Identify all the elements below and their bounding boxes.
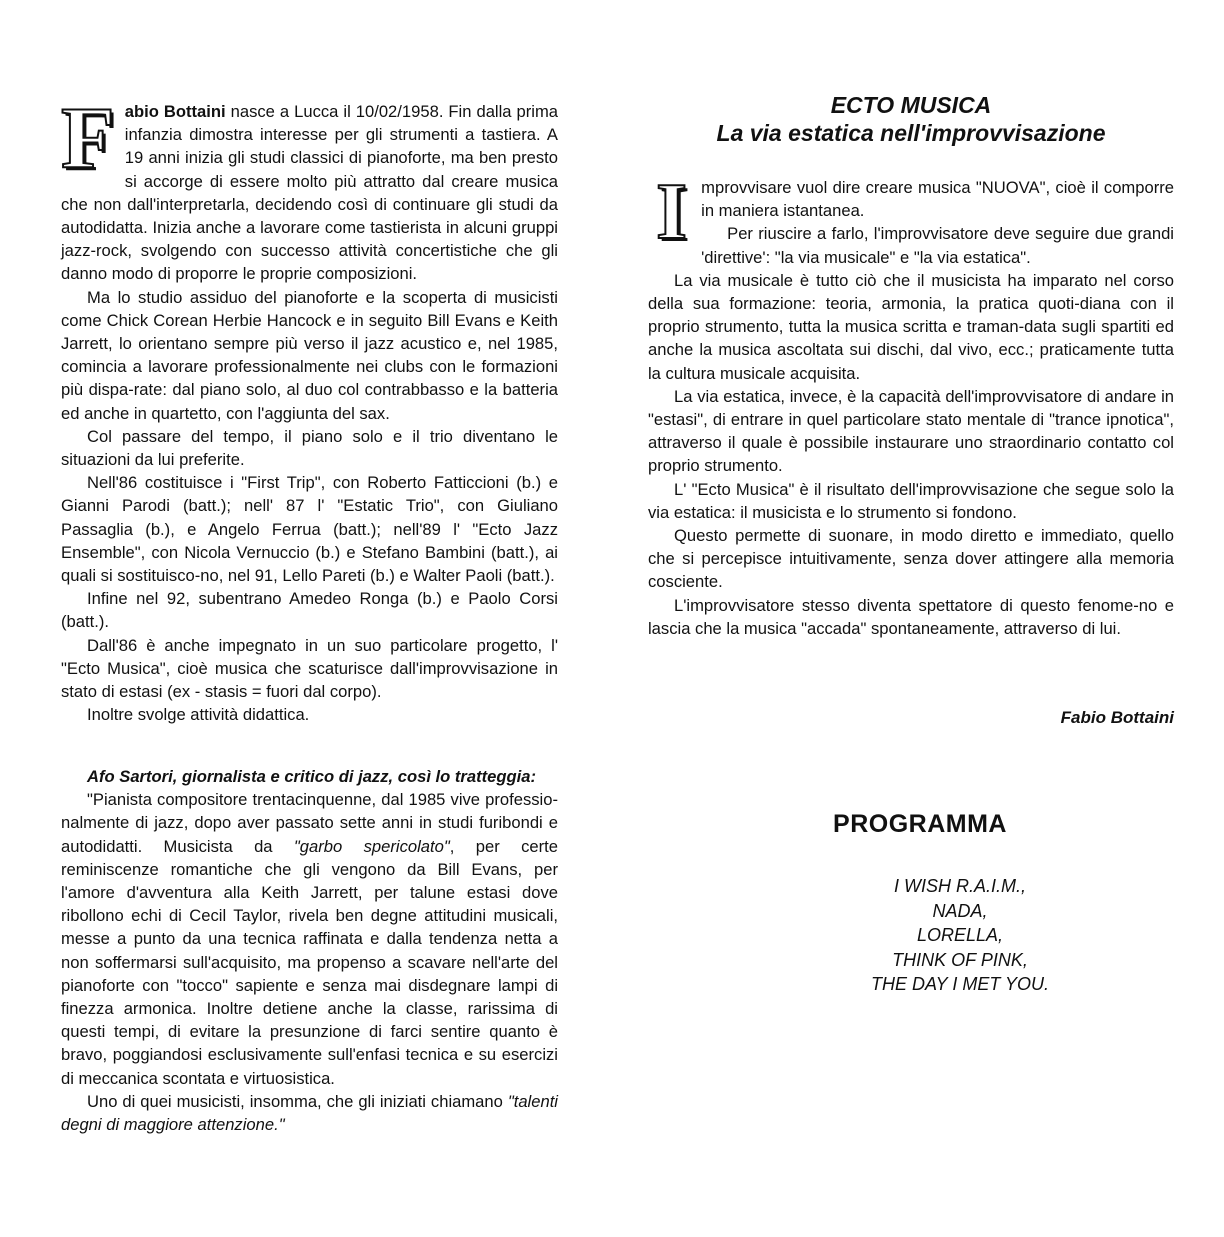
drop-cap-f: F bbox=[61, 90, 115, 187]
bio-paragraph-1-text: nasce a Lucca il 10/02/1958. Fin dalla prima infanzia dimostra interesse per gli strumenti a tastiera. A 19 anni inizia gli studi classici di pianoforte, ma ben presto si accorge di essere molto più attratto dal creare musica che non dall'interpretarla, decidendo così di continuare gli studi da autodidatta. Inizia anche a lavorare come tastierista in alcuni gruppi jazz-rock, svolgendo con successo attività concertistiche che gli danno modo di proporre le proprie composizioni. bbox=[61, 102, 559, 284]
review-paragraph-1 bbox=[61, 788, 558, 1090]
bio-paragraph-6: Dall'86 è anche impegnato in un suo particolare progetto, l' "Ecto Musica", cioè musica che scaturisce dall'improvvisazione in stato di estasi (ex - stasis = fuori dal corpo). bbox=[61, 635, 558, 702]
programma-title: PROGRAMMA bbox=[833, 810, 1007, 838]
ecto-paragraph-3: La via musicale è tutto ciò che il musicista ha imparato nel corso della sua formazione: teoria, armonia, la pratica quoti-diana con il proprio strumento, tutta la musica scritta e traman-data sugli spartiti ed anche la musica ascoltata sui dischi, dal vivo, ecc.; praticamente tutta la cultura musicale acquisita. bbox=[648, 270, 1174, 383]
review-section bbox=[61, 765, 558, 1136]
bio-name: abio Bottaini bbox=[124, 102, 226, 121]
ecto-paragraph-5: L' "Ecto Musica" è il risultato dell'improvvisazione che segue solo la via estatica: il musicista e lo strumento si fondono. bbox=[648, 479, 1174, 522]
ecto-title: ECTO MUSICA bbox=[830, 92, 992, 118]
bio-paragraph-7: Inoltre svolge attività didattica. bbox=[87, 705, 310, 725]
track-item: I WISH R.A.I.M., bbox=[893, 876, 1026, 896]
review-text-1: "Pianista compositore trentacinquenne, dal 1985 vive professio-nalmente di jazz, dopo aver passato sette anni in studi furibondi e autodidatti. Musicista da bbox=[61, 790, 558, 856]
review-paragraph-2 bbox=[61, 1090, 558, 1136]
track-item: LORELLA, bbox=[916, 925, 1004, 945]
ecto-subtitle: La via estatica nell'improvvisazione bbox=[716, 120, 1106, 146]
review-text-2: , per certe reminiscenze romantiche che gli vengono da Bill Evans, per l'amore d'avventura alla Keith Jarrett, per talune estasi dove ribollono echi di Cecil Taylor, rivela ben degne attitudini musicali, messe a punto da una tecnica raffinata e dalla tendenza netta a non soffermarsi sull'acquisito, ma propenso a scavare nell'arte del pianoforte con "tocco" sapiente e senza mai disdegnare lampi di finezza armonica. Inoltre detiene anche la classe, rarissima di questi tempi, di evitare la presunzione di farci sentire quanto è bravo, poggiandosi esclusivamente sull'enfasi tecnica e su esercizi di meccanica scontata e virtuosistica. bbox=[61, 836, 558, 1088]
review-closing-italic: "talenti degni di maggiore attenzione." bbox=[61, 1091, 558, 1135]
programma-list bbox=[760, 874, 1160, 997]
ecto-section bbox=[648, 168, 1174, 640]
review-closing-text: Uno di quei musicisti, insomma, che gli iniziati chiamano bbox=[87, 1091, 508, 1111]
biography-section bbox=[61, 90, 559, 726]
bio-paragraph-4: Nell'86 costituisce i "First Trip", con Roberto Fatticcioni (b.) e Gianni Parodi (batt.); nell' 87 l' "Estatic Trio", con Giuliano Passaglia (b.), e Angelo Ferrua (batt.); nell'89 l' "Ecto Jazz Ensemble", con Nicola Vernuccio (b.) e Stefano Bambini (batt.), ai quali si sostituisco-no, nel 91, Lello Pareti (b.) e Walter Paoli (batt.). bbox=[61, 473, 558, 586]
ecto-paragraph-4: La via estatica, invece, è la capacità dell'improvvisatore di andare in "estasi", di entrare in quel particolare stato mentale di "trance ipnotica", attraverso il quale è possibile instaurare uno straordinario contatto col proprio strumento. bbox=[648, 386, 1174, 476]
bio-paragraph-1 bbox=[61, 90, 559, 286]
review-intro: Afo Sartori, giornalista e critico di jazz, così lo tratteggia: bbox=[87, 767, 537, 786]
review-italic-quote: "garbo spericolato" bbox=[293, 836, 450, 856]
bio-paragraph-2: Ma lo studio assiduo del pianoforte e la scoperta di musicisti come Chick Corean Herbie Hancock e in seguito Bill Evans e Keith Jarrett, lo orientano sempre più verso il jazz acustico e, nel 1985, comincia a lavorare professionalmente nei clubs con le formazioni più dispa-rate: dal piano solo, al duo col contrabbasso e la batteria ed anche in quartetto, con l'aggiunta del sax. bbox=[61, 287, 558, 423]
drop-cap-i: I bbox=[656, 168, 688, 256]
track-item: NADA, bbox=[932, 900, 988, 921]
bio-paragraph-5: Infine nel 92, subentrano Amedeo Ronga (b.) e Paolo Corsi (batt.). bbox=[61, 589, 558, 632]
author-signature: Fabio Bottaini bbox=[1060, 708, 1174, 727]
track-item: THE DAY I MET YOU. bbox=[870, 974, 1050, 994]
ecto-paragraph-7: L'improvvisatore stesso diventa spettatore di questo fenome-no e lascia che la musica "accada" spontaneamente, attraverso di lui. bbox=[648, 595, 1174, 638]
track-item: THINK OF PINK, bbox=[892, 949, 1028, 970]
ecto-paragraph-2: Per riuscire a farlo, l'improvvisatore deve seguire due grandi 'direttive': "la via musicale" e "la via estatica". bbox=[701, 224, 1174, 267]
ecto-paragraph-1-text: mprovvisare vuol dire creare musica "NUOVA", cioè il comporre in maniera istantanea. bbox=[701, 178, 1174, 221]
bio-paragraph-3: Col passare del tempo, il piano solo e il trio diventano le situazioni da lui preferite. bbox=[61, 426, 558, 470]
ecto-paragraph-6: Questo permette di suonare, in modo diretto e immediato, quello che si percepisce intuitivamente, senza dover attingere alla memoria cosciente. bbox=[648, 526, 1174, 592]
